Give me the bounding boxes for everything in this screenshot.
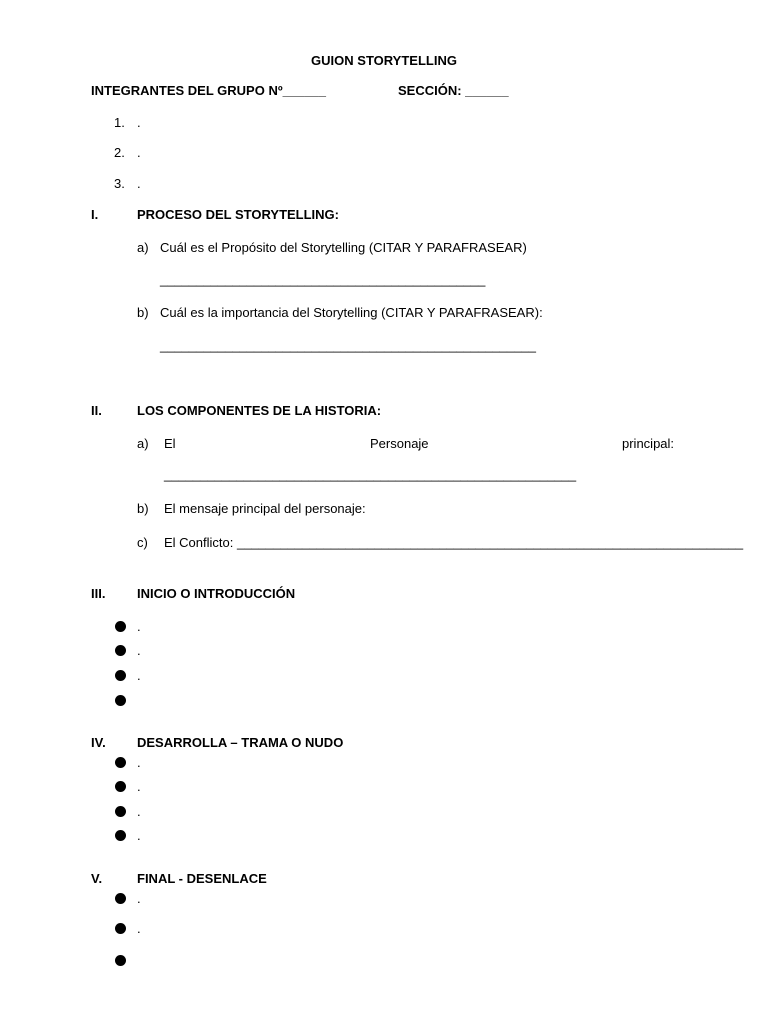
bullet-text: . (137, 779, 141, 794)
bullet-icon (115, 893, 126, 904)
group-number-label: INTEGRANTES DEL GRUPO Nº______ (91, 83, 326, 98)
item-letter: c) (137, 535, 148, 550)
document-title: GUION STORYTELLING (311, 53, 457, 68)
item-question: El Conflicto: ______________________________________________________________________ (164, 535, 744, 550)
bullet-text: . (137, 921, 141, 936)
bullet-text: . (137, 828, 141, 843)
bullet-icon (115, 645, 126, 656)
item-letter: b) (137, 501, 149, 516)
bullet-text: . (137, 755, 141, 770)
item-letter: a) (137, 436, 149, 451)
item-question: El mensaje principal del personaje: (164, 501, 366, 516)
answer-line: ____________________________________________________ (160, 338, 536, 353)
section-numeral: II. (91, 403, 102, 418)
bullet-text: . (137, 804, 141, 819)
bullet-icon (115, 781, 126, 792)
section-heading: LOS COMPONENTES DE LA HISTORIA: (137, 403, 382, 418)
member-number: 1. (114, 115, 125, 130)
section-numeral: IV. (91, 735, 106, 750)
section-label: SECCIÓN: ______ (398, 83, 509, 98)
bullet-icon (115, 830, 126, 841)
bullet-text: . (137, 619, 141, 634)
member-number: 2. (114, 145, 125, 160)
item-question: Cuál es el Propósito del Storytelling (CITAR Y PARAFRASEAR) (160, 240, 527, 255)
section-numeral: V. (91, 871, 103, 886)
bullet-icon (115, 757, 126, 768)
bullet-icon (115, 923, 126, 934)
bullet-icon (115, 670, 126, 681)
member-number: 3. (114, 176, 125, 191)
item-question: Cuál es la importancia del Storytelling (CITAR Y PARAFRASEAR): (160, 305, 543, 320)
bullet-text: . (137, 668, 141, 683)
item-letter: a) (137, 240, 149, 255)
section-heading: DESARROLLA – TRAMA O NUDO (137, 735, 344, 750)
section-heading: INICIO O INTRODUCCIÓN (137, 586, 296, 601)
member-entry: . (137, 115, 141, 130)
section-heading: FINAL - DESENLACE (137, 871, 267, 886)
bullet-icon (115, 695, 126, 706)
item-word: Personaje (370, 436, 429, 451)
bullet-text: . (137, 891, 141, 906)
item-letter: b) (137, 305, 149, 320)
member-entry: . (137, 145, 141, 160)
item-word: principal: (622, 436, 675, 451)
bullet-icon (115, 806, 126, 817)
bullet-icon (115, 955, 126, 966)
item-word: El (164, 436, 176, 451)
section-numeral: I. (91, 207, 99, 222)
section-numeral: III. (91, 586, 106, 601)
section-heading: PROCESO DEL STORYTELLING: (137, 207, 340, 222)
answer-line: _________________________________________________________ (164, 467, 577, 482)
bullet-text: . (137, 643, 141, 658)
answer-line: _____________________________________________ (160, 272, 486, 287)
member-entry: . (137, 176, 141, 191)
bullet-icon (115, 621, 126, 632)
